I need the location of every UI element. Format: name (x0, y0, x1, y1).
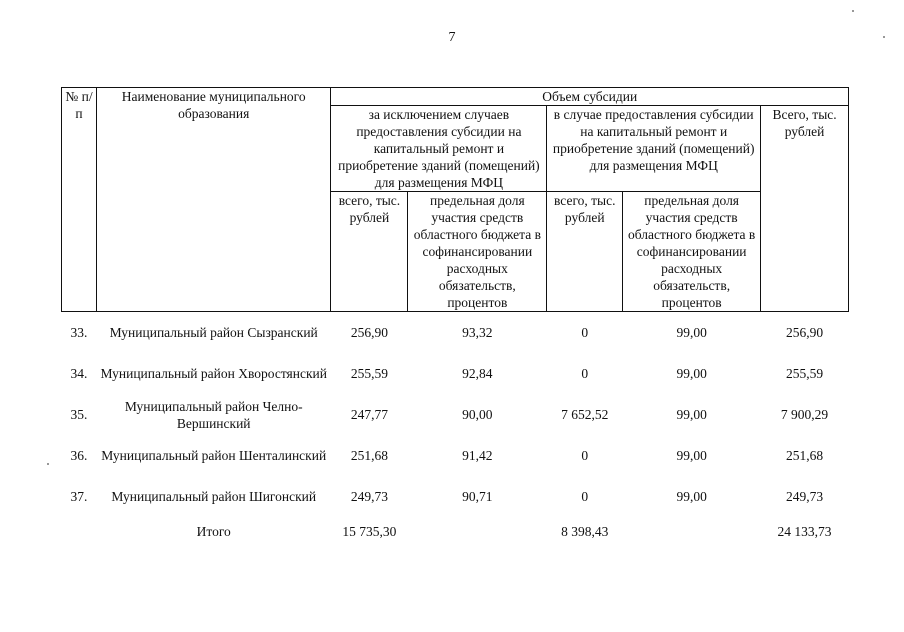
scan-speck (883, 36, 885, 38)
totals-label: Итого (196, 523, 231, 539)
row-a-share: 91,42 (462, 448, 493, 463)
header-group-a: за исключением случаев предоставления субсидии на капитальный ремонт и приобретение зданий (помещений) для размещения МФЦ (331, 106, 547, 192)
row-b-share: 99,00 (676, 407, 707, 422)
row-name: Муниципальный район Хворостянский (100, 366, 327, 381)
row-name: Муниципальный район Шенталинский (101, 448, 327, 463)
row-num: 37. (70, 489, 88, 504)
row-b-share: 99,00 (676, 448, 707, 463)
header-group-b: в случае предоставления субсидии на капитальный ремонт и приобретение зданий (помещений) для размещения МФЦ (547, 106, 761, 192)
row-a-total: 251,68 (350, 448, 388, 463)
row-a-total: 255,59 (350, 366, 388, 381)
row-a-share: 92,84 (462, 366, 493, 381)
row-b-total: 0 (581, 489, 589, 504)
totals-num-empty (62, 517, 97, 545)
subsidy-table (61, 87, 849, 545)
row-b-total: 0 (581, 325, 589, 340)
totals-total: 24 133,73 (777, 523, 832, 539)
row-a-share: 90,00 (462, 407, 493, 422)
header-b-share: предельная доля участия средств областного бюджета в софинансировании расходных обязательств, процентов (623, 192, 761, 312)
row-total: 251,68 (785, 448, 824, 463)
scan-speck (47, 463, 49, 465)
row-a-share: 90,71 (462, 489, 493, 504)
row-total: 256,90 (785, 325, 824, 340)
table-header (62, 88, 849, 312)
header-a-total: всего, тыс. рублей (331, 192, 408, 312)
totals-row (62, 517, 849, 545)
row-b-share: 99,00 (676, 489, 707, 504)
row-name: Муниципальный район Челно-Вершинский (124, 398, 303, 431)
table-body (62, 312, 849, 546)
row-b-share: 99,00 (676, 366, 707, 381)
row-b-total: 0 (581, 448, 589, 463)
table-row (62, 394, 849, 435)
row-b-share: 99,00 (676, 325, 707, 340)
row-b-total: 7 652,52 (561, 407, 609, 422)
row-num: 35. (70, 407, 88, 422)
header-num: № п/п (62, 88, 97, 312)
header-total: Всего, тыс. рублей (761, 106, 849, 312)
table-row (62, 353, 849, 394)
row-num: 36. (70, 448, 88, 463)
row-name: Муниципальный район Шигонский (111, 489, 317, 504)
totals-b-share-empty (623, 517, 761, 545)
header-name: Наименование муниципального образования (96, 88, 331, 312)
table-row (62, 476, 849, 517)
totals-a-share-empty (408, 517, 547, 545)
table-row (62, 312, 849, 354)
row-a-total: 256,90 (350, 325, 388, 340)
row-num: 33. (70, 325, 88, 340)
row-b-total: 0 (581, 366, 589, 381)
row-total: 249,73 (785, 489, 824, 504)
totals-b-total: 8 398,43 (561, 523, 609, 539)
row-a-total: 247,77 (350, 407, 388, 422)
row-total: 7 900,29 (780, 407, 829, 422)
header-volume: Объем субсидии (331, 88, 849, 106)
totals-a-total: 15 735,30 (342, 523, 397, 539)
row-name: Муниципальный район Сызранский (109, 325, 318, 340)
page-number: 7 (448, 30, 456, 45)
table-row (62, 435, 849, 476)
row-num: 34. (70, 366, 88, 381)
row-total: 255,59 (785, 366, 824, 381)
row-a-share: 93,32 (462, 325, 493, 340)
header-b-total: всего, тыс. рублей (547, 192, 623, 312)
header-a-share: предельная доля участия средств областного бюджета в софинансировании расходных обязательств, процентов (408, 192, 547, 312)
scan-speck (852, 10, 854, 12)
row-a-total: 249,73 (350, 489, 388, 504)
